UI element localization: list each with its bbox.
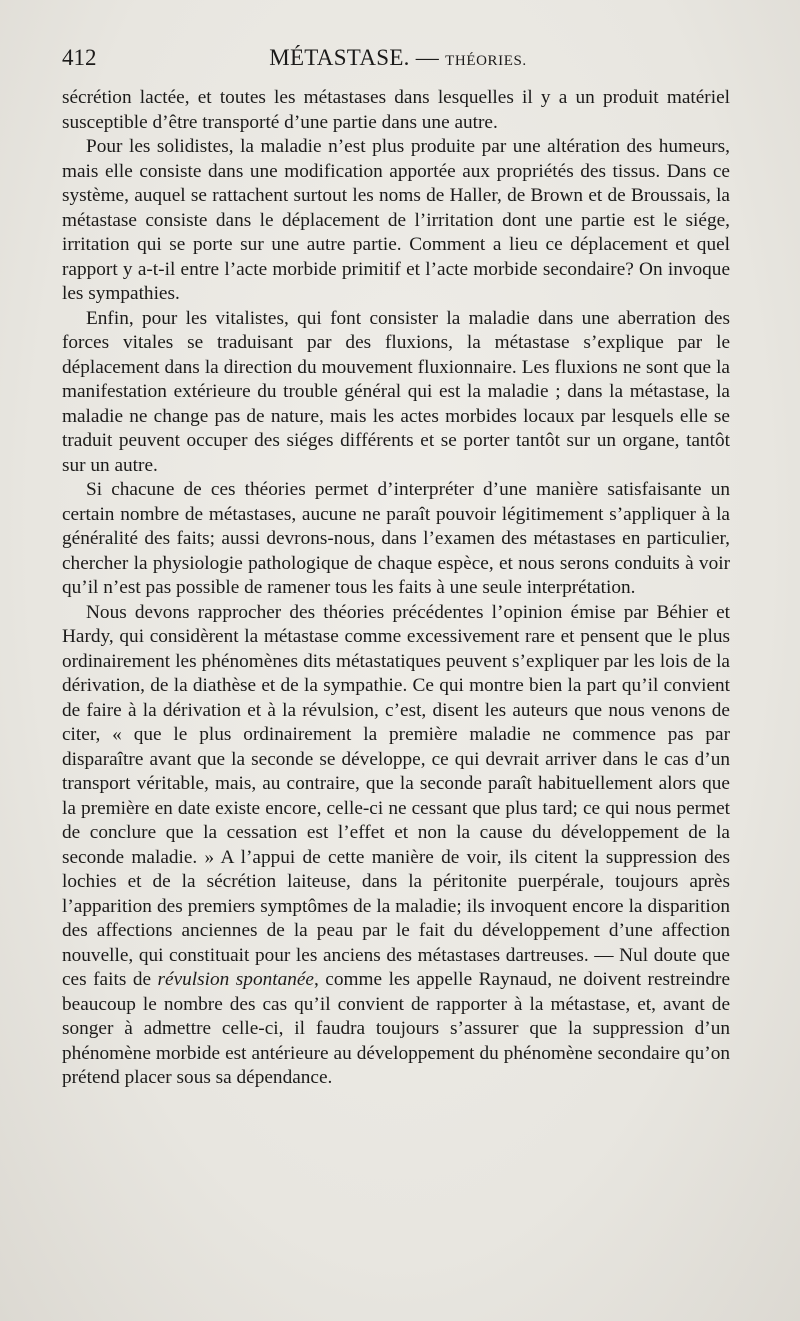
paragraph-solidistes: Pour les solidistes, la maladie n’est plus produite par une altération des humeurs, mais elle consiste dans une modification apportée aux propriétés des tissus. Dans ce système, auquel se rattachent surtout les noms de Haller, de Brown et de Broussais, la métastase consiste dans le déplacement de l’irritation dont une partie est le siége, irritation qui se porte sur une autre partie. Comment a lieu ce déplacement et quel rapport y a-t-il entre l’acte morbide primitif et l’acte morbide secondaire? On invoque les sympathies.	[62, 136, 730, 304]
page-number: 412	[62, 45, 97, 70]
paragraph-vitalistes: Enfin, pour les vitalistes, qui font consister la maladie dans une aberration des forces vitales se traduisant par des fluxions, la métastase s’explique par le déplacement dans la direction du mouvement fluxionnaire. Les fluxions ne sont que la manifestation extérieure du trouble général qui est la maladie ; dans la métastase, la maladie ne change pas de nature, mais les actes morbides locaux par lesquels elle se traduit peuvent occuper des siéges différents et se porter tantôt sur un organe, tantôt sur un autre.	[62, 307, 730, 476]
paragraph-behier-hardy	[62, 601, 730, 1091]
paragraph-text-before-italic: Nous devons rapprocher des théories précédentes l’opinion émise par Béhier et Hardy, qui considèrent la métastase comme excessivement rare et pensent que le plus ordinairement les phénomènes dits métastatiques peuvent s’expliquer par les lois de la dérivation, de la diathèse et de la sympathie. Ce qui montre bien la part qu’il convient de faire à la dérivation et à la révulsion, c’est, disent les auteurs que nous venons de citer, « que le plus ordinairement la première maladie ne commence pas par disparaître avant que la seconde se développe, ce qui devrait arriver dans le cas d’un transport véritable, mais, au contraire, que la seconde paraît habituellement alors que la première en date existe encore, celle-ci ne cessant que plus tard; ce qui nous permet de conclure que la cessation est l’effet et non la cause du développement de la seconde maladie. » A l’appui de cette manière de voir, ils citent la suppression des lochies et de la sécrétion laiteuse, dans la péritonite puerpérale, toujours après l’apparition des premiers symptômes de la maladie; ils invoquent encore la disparition des affections anciennes de la peau par le fait du développement d’une affection nouvelle, qui constituait pour les anciens des métastases dartreuses. — Nul doute que ces faits de	[62, 601, 730, 990]
italic-term: révulsion spontanée	[157, 969, 314, 990]
paragraph-text-after-italic: , comme les appelle Raynaud, ne doivent restreindre beaucoup le nombre des cas qu’il convient de rapporter à la métastase, et, avant de songer à admettre celle-ci, il faudra toujours s’assurer que la suppression d’un phénomène morbide est antérieure au développement du phénomène secondaire qu’on prétend placer sous sa dépendance.	[62, 969, 730, 1088]
paragraph-theories: Si chacune de ces théories permet d’interpréter d’une manière satisfaisante un certain nombre de métastases, aucune ne paraît pouvoir légitimement s’appliquer à la généralité des faits; aussi devrons-nous, dans l’examen des métastases en particulier, chercher la physiologie pathologique de chaque espèce, et nous serons conduits à voir qu’il n’est pas possible de ramener tous les faits à une seule interprétation.	[62, 479, 730, 598]
page-header	[62, 45, 734, 77]
running-title: MÉTASTASE.	[269, 45, 410, 70]
running-separator: —	[409, 45, 446, 70]
running-head	[62, 45, 734, 71]
body-text	[62, 86, 730, 1091]
running-subtitle: THÉORIES.	[445, 53, 527, 69]
paragraph-continuation: sécrétion lactée, et toutes les métastases dans lesquelles il y a un produit matériel susceptible d’être transporté d’une partie dans une autre.	[62, 87, 730, 133]
